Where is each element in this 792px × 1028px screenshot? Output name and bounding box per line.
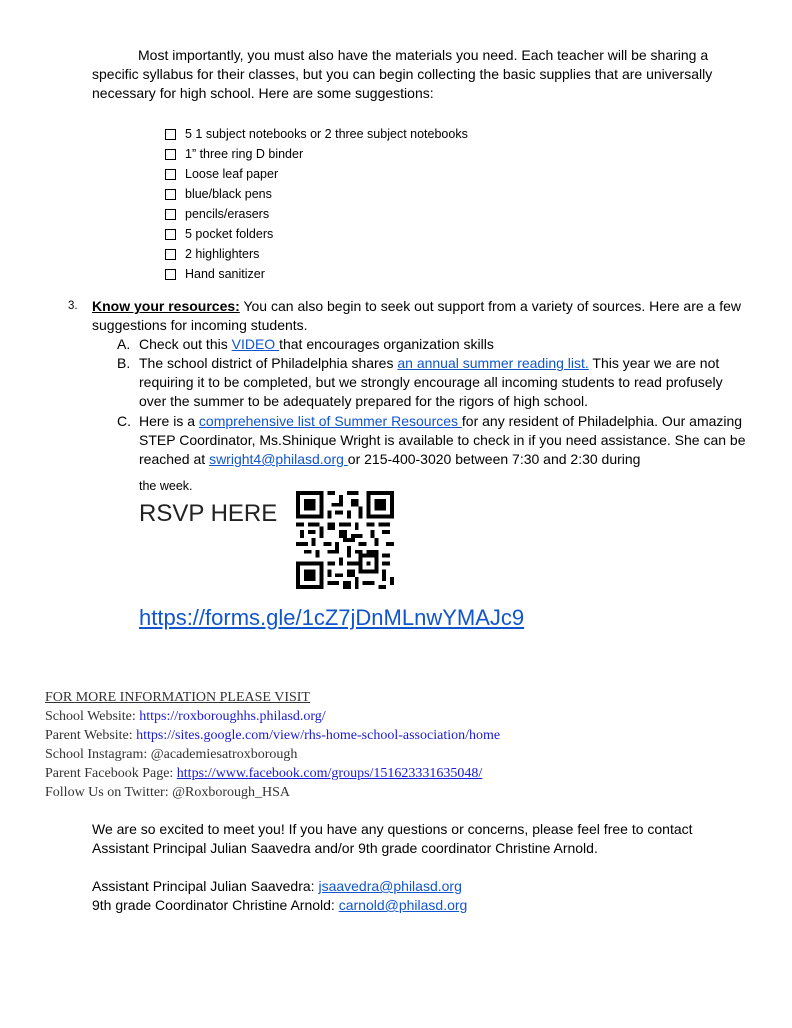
instagram-line: School Instagram: @academiesatroxborough: [45, 747, 298, 762]
checklist-item: pencils/erasers: [165, 204, 468, 224]
summer-resources-link[interactable]: comprehensive list of Summer Resources: [198, 413, 462, 429]
video-link[interactable]: VIDEO: [231, 336, 280, 352]
checkbox[interactable]: [165, 169, 176, 180]
parent-website-line: Parent Website: https://sites.google.com/view/rhs-home-school-association/home: [45, 728, 501, 743]
rsvp-form-link[interactable]: https://forms.gle/1cZ7jDnMLnwYMAJc9: [139, 605, 525, 630]
resources-paragraph: Know your resources: You can also begin to seek out support from a variety of sources. Here are a few suggestions for incoming students.: [92, 298, 741, 333]
checklist-item: Hand sanitizer: [165, 264, 468, 284]
reading-list-link[interactable]: an annual summer reading list.: [397, 355, 589, 371]
more-info-heading: FOR MORE INFORMATION PLEASE VISIT: [45, 690, 310, 705]
week-text: the week.: [139, 479, 193, 493]
checklist-item: 1” three ring D binder: [165, 144, 468, 164]
step-email-link[interactable]: swright4@philasd.org: [209, 451, 348, 467]
checkbox[interactable]: [165, 149, 176, 160]
checkbox[interactable]: [165, 209, 176, 220]
checkbox[interactable]: [165, 269, 176, 280]
coordinator-contact: 9th grade Coordinator Christine Arnold: carnold@philasd.org: [92, 897, 468, 913]
intro-paragraph: Most importantly, you must also have the materials you need. Each teacher will be sharing a specific syllabus for their classes, but you can begin collecting the basic supplies that are universally necessary for high school. Here are some suggestions:: [92, 47, 713, 101]
coordinator-email-link[interactable]: carnold@philasd.org: [338, 897, 468, 913]
ap-email-link[interactable]: jsaavedra@philasd.org: [318, 878, 462, 894]
closing-paragraph: We are so excited to meet you! If you have any questions or concerns, please feel free to contact Assistant Principal Julian Saavedra and/or 9th grade coordinator Christine Arnold.: [92, 821, 693, 856]
checkbox[interactable]: [165, 129, 176, 140]
checklist-item: 2 highlighters: [165, 244, 468, 264]
ap-contact: Assistant Principal Julian Saavedra: jsaavedra@philasd.org: [92, 878, 462, 894]
checklist-item: Loose leaf paper: [165, 164, 468, 184]
checkbox[interactable]: [165, 229, 176, 240]
checklist-item: 5 pocket folders: [165, 224, 468, 244]
checklist-item: 5 1 subject notebooks or 2 three subject notebooks: [165, 124, 468, 144]
school-website-line: School Website: https://roxboroughhs.philasd.org/: [45, 709, 326, 724]
checklist-item: blue/black pens: [165, 184, 468, 204]
facebook-line: Parent Facebook Page: https://www.facebook.com/groups/151623331635048/: [45, 766, 483, 781]
facebook-link[interactable]: https://www.facebook.com/groups/151623331635048/: [176, 766, 483, 781]
school-website-link[interactable]: https://roxboroughhs.philasd.org/: [139, 709, 326, 724]
twitter-line: Follow Us on Twitter: @Roxborough_HSA: [45, 785, 290, 800]
checkbox[interactable]: [165, 189, 176, 200]
resources-heading: Know your resources:: [92, 298, 240, 314]
parent-website-link[interactable]: https://sites.google.com/view/rhs-home-school-association/home: [136, 728, 501, 743]
list-number: 3.: [68, 300, 78, 312]
supply-checklist: [165, 124, 468, 284]
rsvp-label: RSVP HERE: [139, 500, 278, 527]
qr-code[interactable]: [296, 491, 394, 589]
checkbox[interactable]: [165, 249, 176, 260]
